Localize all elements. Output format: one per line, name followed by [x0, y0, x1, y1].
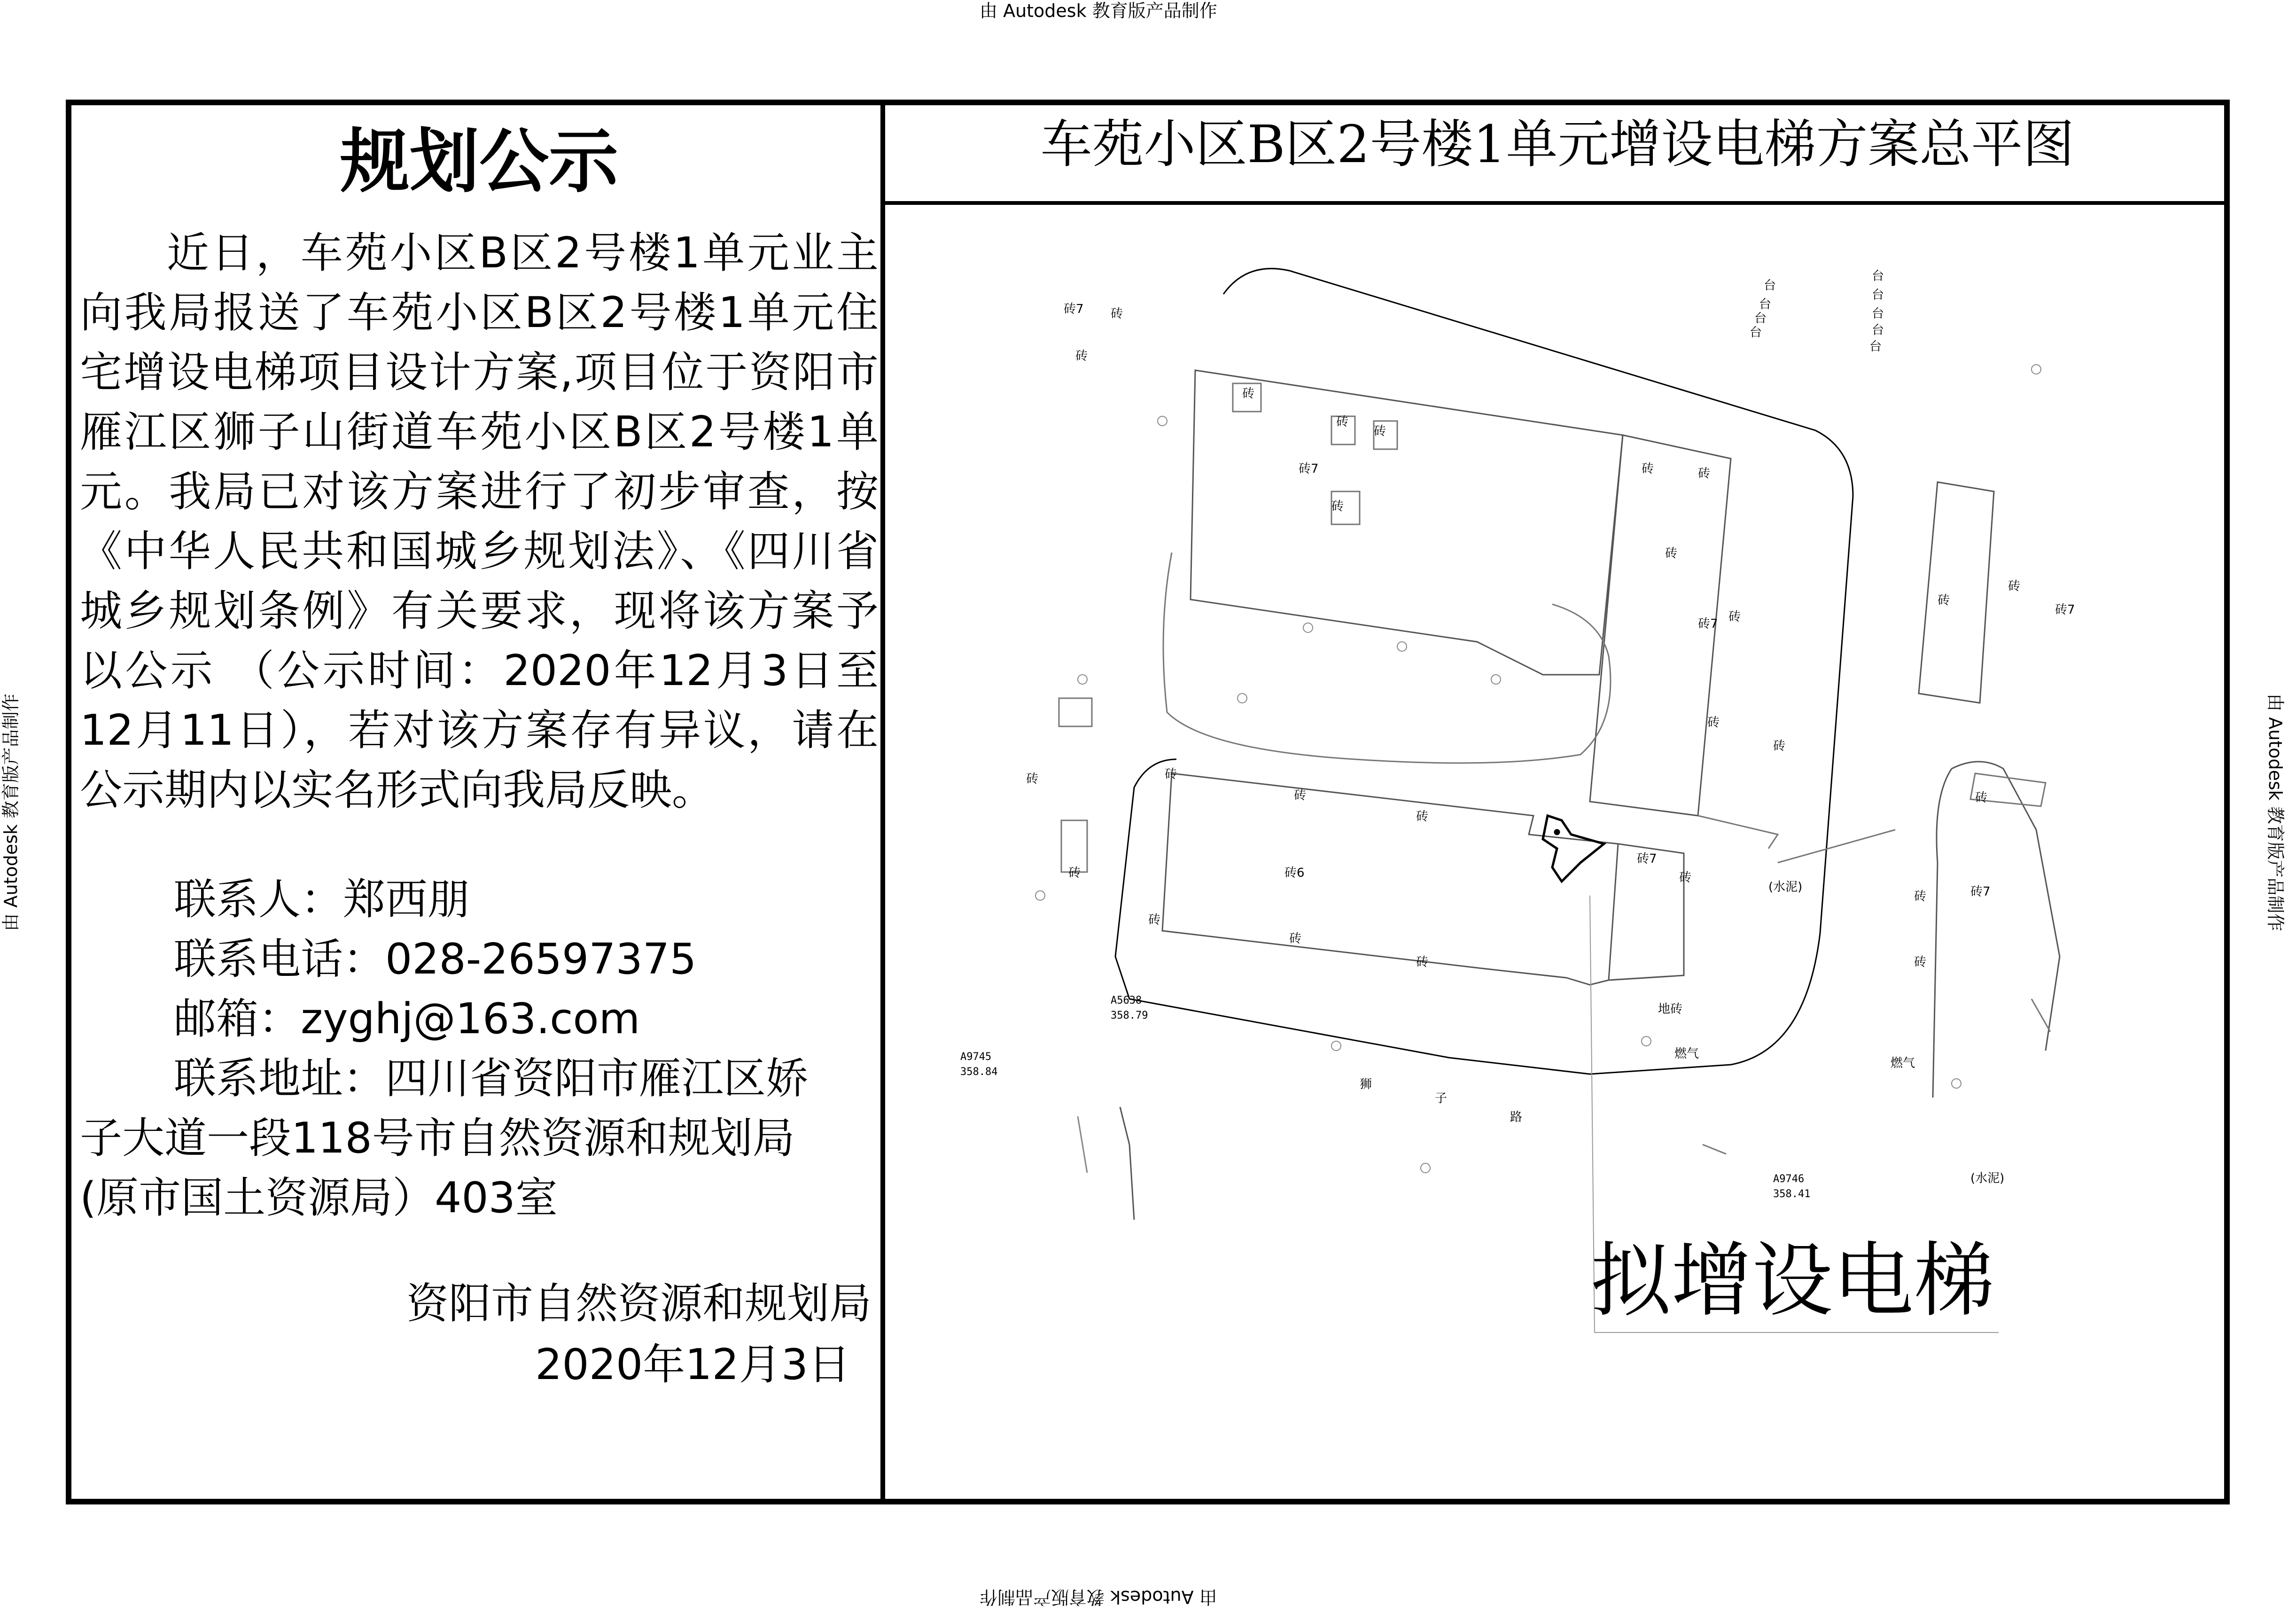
survey-points	[960, 995, 1810, 1200]
label-brick-i: 砖	[1665, 546, 1678, 561]
label-platform-b: 台	[1759, 297, 1772, 312]
label-platform-d: 台	[1750, 326, 1762, 340]
label-brick7-a: 砖7	[1064, 302, 1084, 316]
label-platform-c: 台	[1754, 312, 1767, 326]
label-brick-l: 砖	[1707, 716, 1720, 730]
label-brick-m: 砖	[1938, 593, 1950, 608]
label-brick-x: 砖	[1975, 791, 1988, 805]
notice-title: 规划公示	[340, 121, 618, 202]
watermark-top: 由 Autodesk 教育版产品制作	[980, 0, 1217, 21]
label-platform-h: 台	[1872, 323, 1884, 337]
survey-id-a9745: A9745	[960, 1051, 992, 1063]
label-cement-b: (水泥)	[1970, 1171, 2005, 1185]
label-brick-z: 砖	[1914, 955, 1927, 969]
label-platform-i: 台	[1869, 340, 1882, 354]
contact-phone: 联系电话：028-26597375	[174, 935, 697, 984]
watermark-bottom: 由 Autodesk 教育版产品制作	[980, 1587, 1217, 1607]
label-brick-w: 砖	[1679, 871, 1692, 885]
contact-address-line3: (原市国土资源局）403室	[80, 1173, 558, 1223]
label-brick-p: 砖	[1165, 767, 1177, 781]
site-plan-drawing	[885, 205, 2230, 1499]
label-brick-a: 砖	[1111, 307, 1123, 321]
label-cement-a: (水泥)	[1768, 880, 1803, 894]
label-brick-n: 砖	[2008, 579, 2021, 593]
label-brick-j: 砖	[1728, 610, 1741, 624]
label-brick-u: 砖	[1289, 932, 1302, 946]
label-brick-f: 砖	[1331, 499, 1344, 514]
label-gas-b: 燃气	[1891, 1056, 1915, 1070]
site-plan-lines	[1059, 269, 2060, 1332]
label-brick7-d: 砖7	[2055, 603, 2075, 617]
label-brick-y: 砖	[1914, 889, 1927, 904]
label-road-1: 狮	[1360, 1077, 1372, 1091]
watermark-right: 由 Autodesk 教育版产品制作	[2265, 694, 2286, 931]
contact-person: 联系人：郑西朋	[174, 875, 470, 924]
contact-address-line2: 子大道一段118号市自然资源和规划局	[80, 1114, 795, 1163]
site-plan-labels	[1026, 269, 2075, 1185]
label-brick-v: 砖	[1416, 955, 1429, 969]
label-brick7-c: 砖7	[1698, 617, 1718, 631]
contact-email[interactable]: 邮箱：zyghj@163.com	[174, 994, 640, 1044]
label-brick7-f: 砖7	[1970, 885, 1991, 899]
survey-elev-a9746: 358.41	[1773, 1188, 1811, 1200]
label-brick-o: 砖	[1026, 772, 1039, 786]
label-brick-e: 砖	[1374, 424, 1386, 438]
tree-symbols	[1035, 365, 2041, 1173]
label-platform-f: 台	[1872, 288, 1884, 302]
plan-title: 车苑小区B区2号楼1单元增设电梯方案总平图	[1040, 114, 2075, 174]
issue-date: 2020年12月3日	[535, 1340, 850, 1389]
watermark-left: 由 Autodesk 教育版产品制作	[0, 694, 21, 931]
label-brick-c: 砖	[1242, 387, 1255, 401]
plan-title-rule	[885, 201, 2230, 205]
label-brick-k: 砖	[1773, 739, 1786, 753]
label-platform-e: 台	[1872, 269, 1884, 283]
label-brick-r: 砖	[1416, 810, 1429, 824]
contact-address-line1: 联系地址：四川省资阳市雁江区娇	[174, 1054, 808, 1103]
notice-paragraph	[80, 223, 879, 820]
label-brick-d: 砖	[1336, 415, 1349, 429]
label-brick-g: 砖	[1642, 462, 1654, 476]
label-brick7-b: 砖7	[1299, 462, 1319, 476]
label-road-2: 子	[1435, 1091, 1448, 1106]
survey-id-a5638: A5638	[1111, 995, 1142, 1006]
elevator-label: 拟增设电梯	[1590, 1233, 1994, 1328]
label-brick7-e: 砖7	[1637, 852, 1657, 866]
label-brick6: 砖6	[1284, 866, 1305, 880]
label-floor-brick: 地砖	[1658, 1002, 1683, 1016]
label-brick-b: 砖	[1075, 349, 1088, 363]
survey-elev-a9745: 358.84	[960, 1066, 998, 1078]
label-brick-s: 砖	[1068, 866, 1081, 880]
label-gas-a: 燃气	[1674, 1047, 1699, 1061]
survey-id-a9746: A9746	[1773, 1173, 1805, 1185]
panel-divider	[880, 100, 885, 1504]
notice-paragraph-text: 近日，车苑小区B区2号楼1单元业主向我局报送了车苑小区B区2号楼1单元住宅增设电梯项目设计方案,项目位于资阳市雁江区狮子山街道车苑小区B区2号楼1单元。我局已对该方案进行了初步审查，按《中华人民共和国城乡规划法》、《四川省城乡规划条例》有关要求，现将该方案予以公示 （公示时间：2020年12月3日至12月11日），若对该方案存有异议，请在公示期内以实名形式向我局反映。	[80, 228, 879, 815]
label-road-3: 路	[1510, 1110, 1523, 1124]
issuer: 资阳市自然资源和规划局	[406, 1279, 872, 1328]
survey-elev-a5638: 358.79	[1111, 1010, 1148, 1021]
label-platform-g: 台	[1872, 307, 1884, 321]
label-platform-a: 台	[1764, 279, 1776, 293]
label-brick-t: 砖	[1148, 913, 1161, 927]
label-brick-h: 砖	[1698, 467, 1711, 481]
label-brick-q: 砖	[1294, 788, 1307, 803]
